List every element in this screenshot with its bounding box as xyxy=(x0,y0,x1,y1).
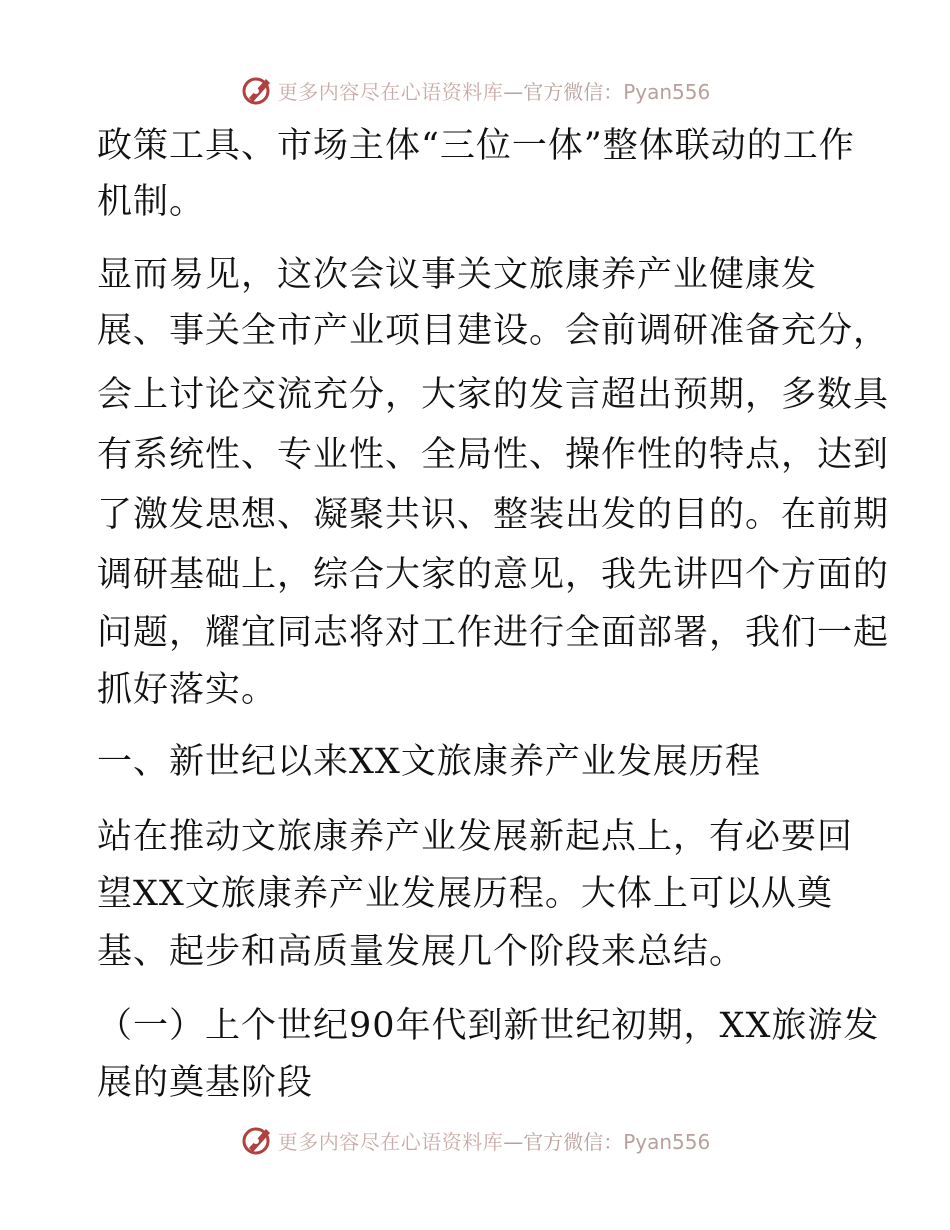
pen-nib-logo-icon xyxy=(240,73,274,107)
body-line: 会上讨论交流充分，大家的发言超出预期，多数具 xyxy=(97,375,890,415)
body-line: 显而易见，这次会议事关文旅康养产业健康发 xyxy=(97,255,818,295)
body-line: 站在推动文旅康养产业发展新起点上，有必要回 xyxy=(97,817,854,857)
header-banner-wechat: —官方微信：Pyan556 xyxy=(503,79,711,104)
header-banner xyxy=(0,70,950,110)
body-line: 有系统性、专业性、全局性、操作性的特点，达到 xyxy=(97,435,890,475)
body-line: 问题，耀宜同志将对工作进行全面部署，我们一起 xyxy=(97,613,890,653)
body-line: 了激发思想、凝聚共识、整装出发的目的。在前期 xyxy=(97,495,890,535)
body-line: 调研基础上，综合大家的意见，我先讲四个方面的 xyxy=(97,555,890,595)
footer-banner xyxy=(0,1120,950,1160)
body-line: 展、事关全市产业项目建设。会前调研准备充分， xyxy=(97,311,890,351)
subsection-heading: （一）上个世纪90年代到新世纪初期，XX旅游发 xyxy=(97,1006,880,1046)
header-banner-text: 更多内容尽在心语资料库 xyxy=(277,79,504,104)
section-heading: 一、新世纪以来XX文旅康养产业发展历程 xyxy=(97,742,761,782)
body-line: 机制。 xyxy=(97,182,206,222)
footer-banner-text: 更多内容尽在心语资料库 xyxy=(277,1129,504,1154)
body-line: 政策工具、市场主体“三位一体”整体联动的工作 xyxy=(97,126,855,166)
pen-nib-logo-icon xyxy=(240,1123,274,1157)
subsection-heading-cont: 展的奠基阶段 xyxy=(97,1063,314,1103)
footer-banner-wechat: —官方微信：Pyan556 xyxy=(503,1129,711,1154)
body-line: 抓好落实。 xyxy=(97,670,278,710)
body-line: 望XX文旅康养产业发展历程。大体上可以从奠 xyxy=(97,874,833,914)
body-line: 基、起步和高质量发展几个阶段来总结。 xyxy=(97,932,746,972)
